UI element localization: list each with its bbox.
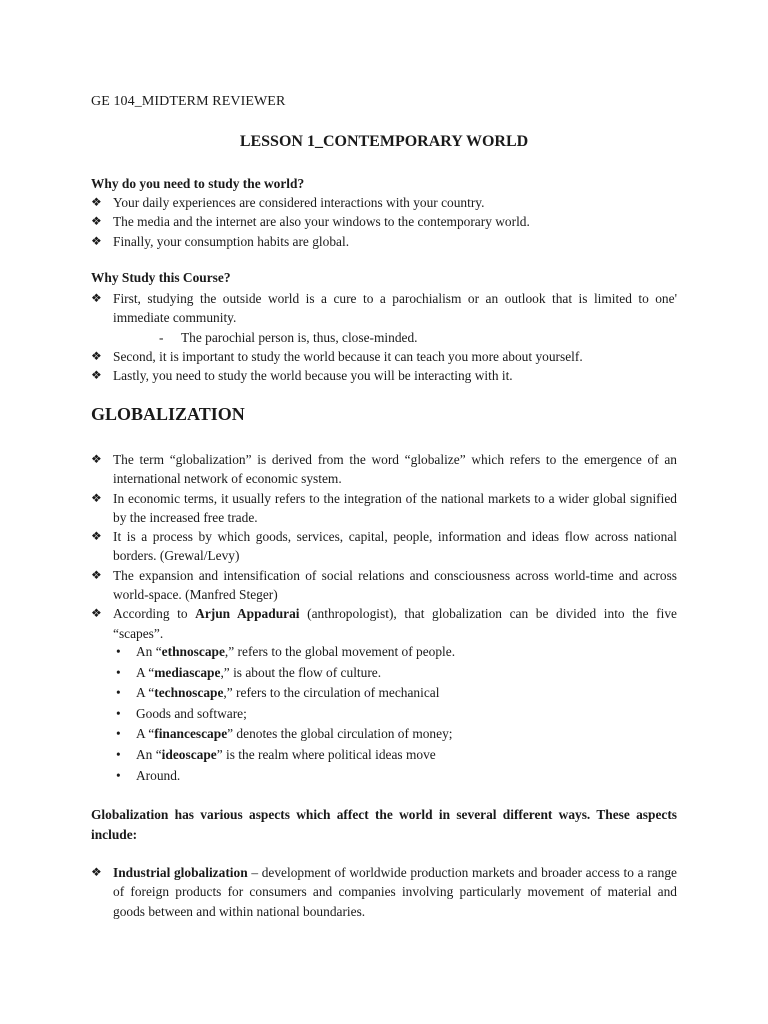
round-bullet-icon: • [116, 664, 121, 680]
dash-bullet: - [159, 329, 164, 345]
diamond-bullet-icon: ❖ [91, 195, 102, 209]
why-study-world-list [91, 193, 677, 251]
aspects-intro: Globalization has various aspects which affect the world in several different ways. These aspects include: [91, 807, 677, 842]
aspect-term: Industrial globalization [113, 865, 248, 880]
diamond-bullet-icon: ❖ [91, 367, 102, 382]
aspects-list [91, 863, 677, 921]
diamond-bullet-icon: ❖ [91, 452, 102, 466]
document-header: GE 104_MIDTERM REVIEWER [91, 94, 286, 109]
globalization-list [91, 450, 677, 643]
round-bullet-icon: • [116, 644, 121, 659]
list-item: ❖ The term “globalization” is derived from the word “globalize” which refers to the emergence of an international network of economic system. [91, 452, 677, 487]
section-heading-why-study-world: Why do you need to study the world? [91, 176, 305, 191]
scape-item: • A “technoscape,” refers to the circulation of mechanical [114, 683, 674, 704]
diamond-bullet-icon: ❖ [91, 348, 102, 363]
list-item: ❖ It is a process by which goods, services, capital, people, information and ideas flow across national borders. (Grewal/Levy) [91, 529, 677, 564]
scape-item: • Goods and software; [114, 704, 674, 725]
diamond-bullet-icon: ❖ [91, 567, 102, 582]
list-item: ❖ Finally, your consumption habits are global. [91, 232, 677, 251]
diamond-bullet-icon: ❖ [91, 529, 102, 544]
list-item: ❖ In economic terms, it usually refers to the integration of the national markets to a wider global signified by the increased free trade. [91, 490, 677, 525]
round-bullet-icon: • [116, 767, 121, 783]
author-name: Arjun Appadurai [195, 606, 300, 622]
scape-item: • An “ideoscape” is the realm where political ideas move [114, 745, 674, 766]
diamond-bullet-icon: ❖ [91, 606, 102, 621]
list-item-industrial: ❖ Industrial globalization – development of worldwide production markets and broader access to a range of foreign products for consumers and companies involving particularly movement of material and goods between and within national boundaries. [91, 865, 677, 919]
scape-item: • A “financescape” denotes the global circulation of money; [114, 724, 674, 745]
diamond-bullet-icon: ❖ [91, 291, 102, 305]
globalization-heading: GLOBALIZATION [91, 404, 245, 424]
scape-item: • An “ethnoscape,” refers to the global movement of people. [114, 642, 674, 663]
lesson-title: LESSON 1_CONTEMPORARY WORLD [239, 133, 529, 150]
list-item: ❖ First, studying the outside world is a cure to a parochialism or an outlook that is limited to one' immediate community. [91, 291, 677, 326]
round-bullet-icon: • [116, 685, 121, 701]
scapes-list [114, 642, 674, 786]
scape-item: • Around. [114, 766, 674, 787]
round-bullet-icon: • [116, 746, 121, 762]
list-item: ❖ Second, it is important to study the world because it can teach you more about yourself. [91, 347, 677, 366]
sub-list-item: - The parochial person is, thus, close-minded. [159, 329, 418, 345]
list-item: ❖ The media and the internet are also your windows to the contemporary world. [91, 212, 677, 231]
diamond-bullet-icon: ❖ [91, 233, 102, 248]
round-bullet-icon: • [116, 705, 121, 721]
scape-item: • A “mediascape,” is about the flow of culture. [114, 663, 674, 684]
round-bullet-icon: • [116, 726, 121, 742]
diamond-bullet-icon: ❖ [91, 214, 102, 229]
diamond-bullet-icon: ❖ [91, 490, 102, 505]
list-item: ❖ Lastly, you need to study the world because you will be interacting with it. [91, 366, 677, 385]
list-item: ❖ Your daily experiences are considered interactions with your country. [91, 193, 677, 212]
list-item: ❖ The expansion and intensification of social relations and consciousness across world-time and across world-space. (Manfred Steger) [91, 567, 677, 603]
diamond-bullet-icon: ❖ [91, 865, 102, 879]
section-heading-why-study-course: Why Study this Course? [91, 270, 231, 285]
why-study-course-list [91, 289, 677, 385]
list-item-appadurai: ❖ According to Arjun Appadurai (anthropologist), that globalization can be divided into the five “scapes”. [91, 606, 677, 641]
